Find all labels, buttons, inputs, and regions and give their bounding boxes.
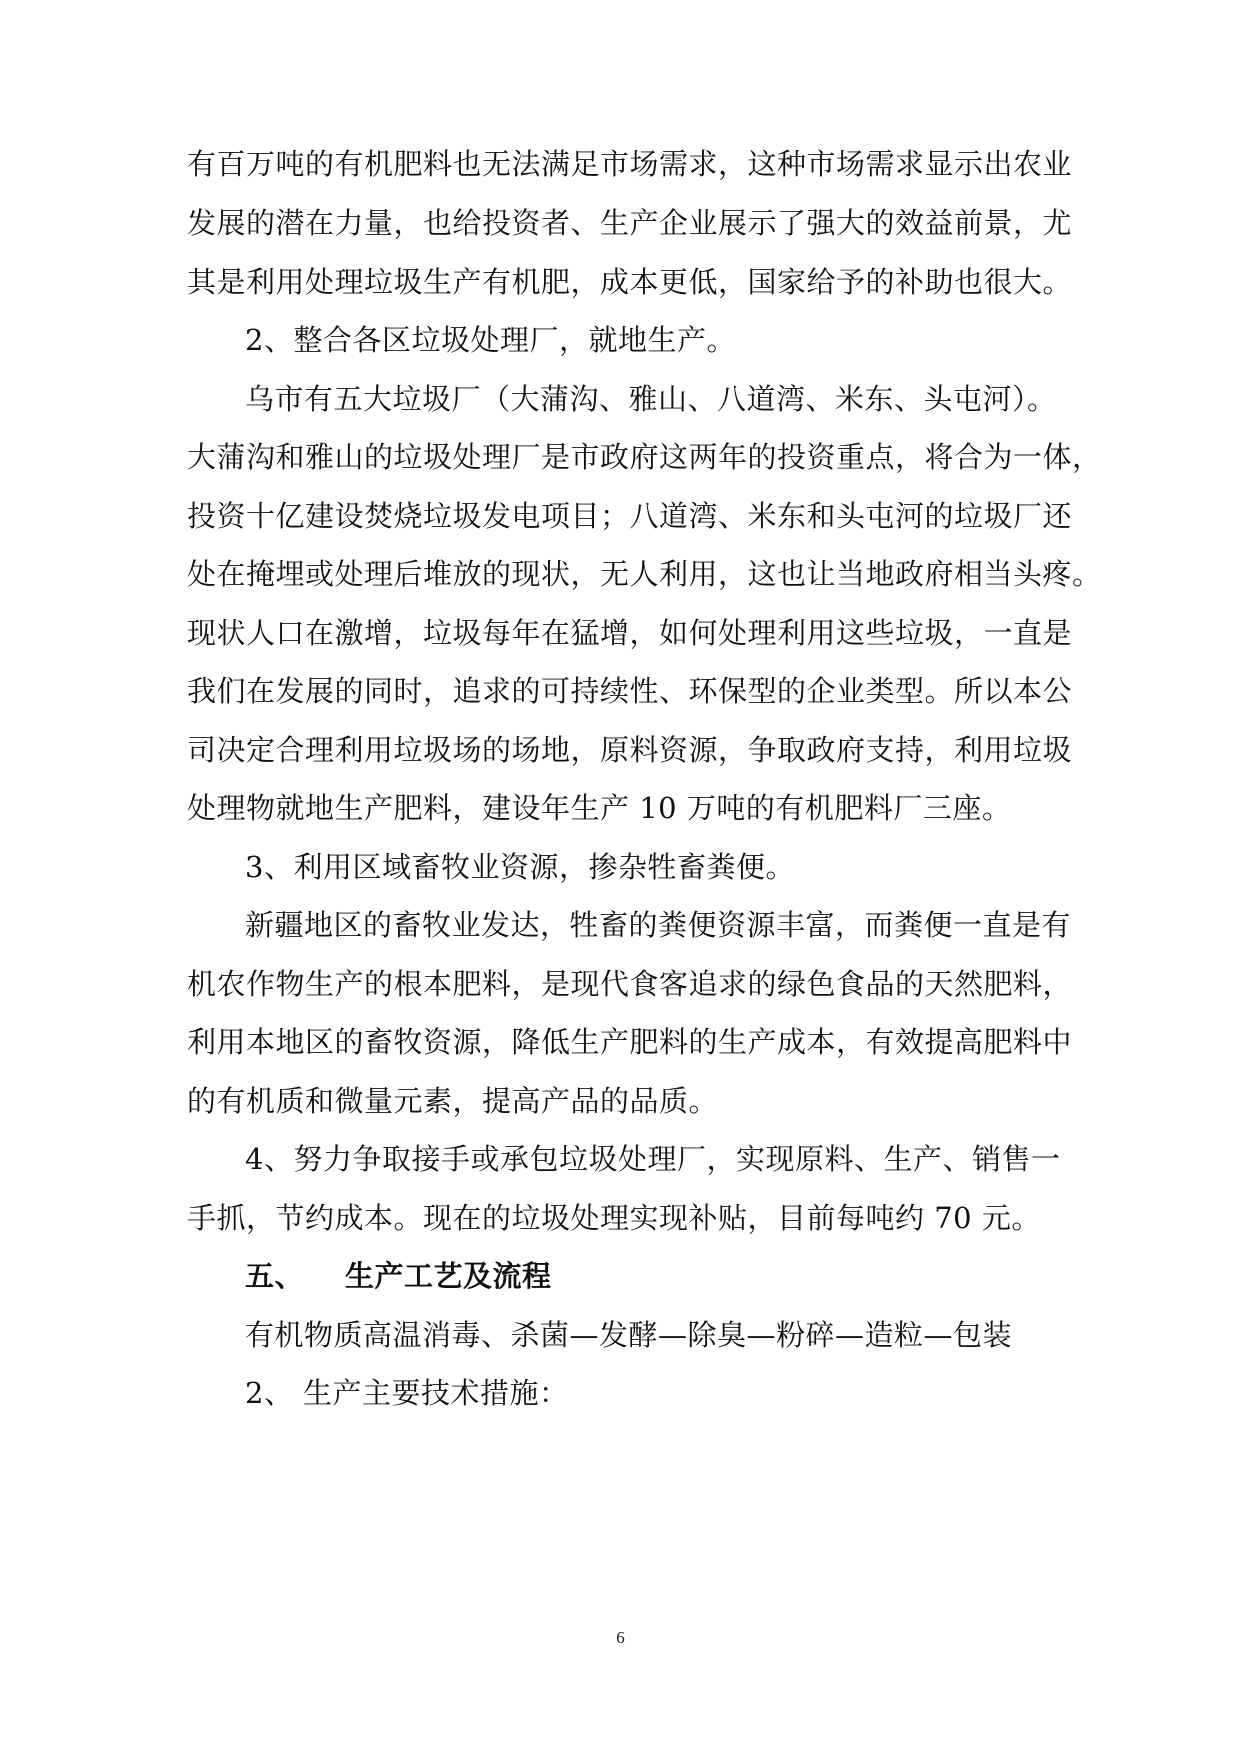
paragraph-line: 的有机质和微量元素，提高产品的品质。 [187, 1084, 719, 1118]
paragraph-line: 乌市有五大垃圾厂（大蒲沟、雅山、八道湾、米东、头屯河）。 [245, 382, 1057, 416]
paragraph-line: 处理物就地生产肥料，建设年生产 10 万吨的有机肥料厂三座。 [187, 791, 1012, 825]
paragraph-line: 投资十亿建设焚烧垃圾发电项目；八道湾、米东和头屯河的垃圾厂还 [187, 499, 1073, 533]
paragraph-line: 利用本地区的畜牧资源，降低生产肥料的生产成本，有效提高肥料中 [187, 1025, 1073, 1059]
section-title: 生产工艺及流程 [345, 1259, 552, 1293]
paragraph-line: 处在掩埋或处理后堆放的现状，无人利用，这也让当地政府相当头疼。 [187, 557, 1102, 591]
sub-item-number: 2、 [245, 1376, 294, 1410]
sub-heading [245, 1378, 569, 1408]
section-heading [245, 1261, 552, 1291]
paragraph-line: 发展的潜在力量，也给投资者、生产企业展示了强大的效益前景，尤 [187, 206, 1073, 240]
paragraph-line: 手抓，节约成本。现在的垃圾处理实现补贴，目前每吨约 70 元。 [187, 1201, 1041, 1235]
item-heading: 2、整合各区垃圾处理厂，就地生产。 [245, 323, 736, 357]
paragraph-line: 其是利用处理垃圾生产有机肥，成本更低，国家给予的补助也很大。 [187, 265, 1073, 299]
paragraph-line: 新疆地区的畜牧业发达，牲畜的粪便资源丰富，而粪便一直是有 [245, 908, 1072, 942]
page-number: 6 [616, 1628, 625, 1647]
item-heading: 3、利用区域畜牧业资源，掺杂牲畜粪便。 [245, 850, 795, 884]
sub-item-title: 生产主要技术措施： [303, 1376, 569, 1410]
process-flow: 有机物质高温消毒、杀菌—发酵—除臭—粉碎—造粒—包装 [245, 1318, 1013, 1352]
paragraph-line: 现状人口在激增，垃圾每年在猛增，如何处理利用这些垃圾，一直是 [187, 616, 1073, 650]
paragraph-line: 4、努力争取接手或承包垃圾处理厂，实现原料、生产、销售一 [245, 1142, 1061, 1176]
paragraph-line: 机农作物生产的根本肥料，是现代食客追求的绿色食品的天然肥料， [187, 967, 1073, 1001]
section-number: 五、 [245, 1259, 305, 1293]
paragraph-line: 司决定合理利用垃圾场的场地，原料资源，争取政府支持，利用垃圾 [187, 733, 1073, 767]
paragraph-line: 大蒲沟和雅山的垃圾处理厂是市政府这两年的投资重点，将合为一体， [187, 440, 1102, 474]
paragraph-line: 有百万吨的有机肥料也无法满足市场需求，这种市场需求显示出农业 [187, 147, 1073, 181]
paragraph-line: 我们在发展的同时，追求的可持续性、环保型的企业类型。所以本公 [187, 674, 1073, 708]
